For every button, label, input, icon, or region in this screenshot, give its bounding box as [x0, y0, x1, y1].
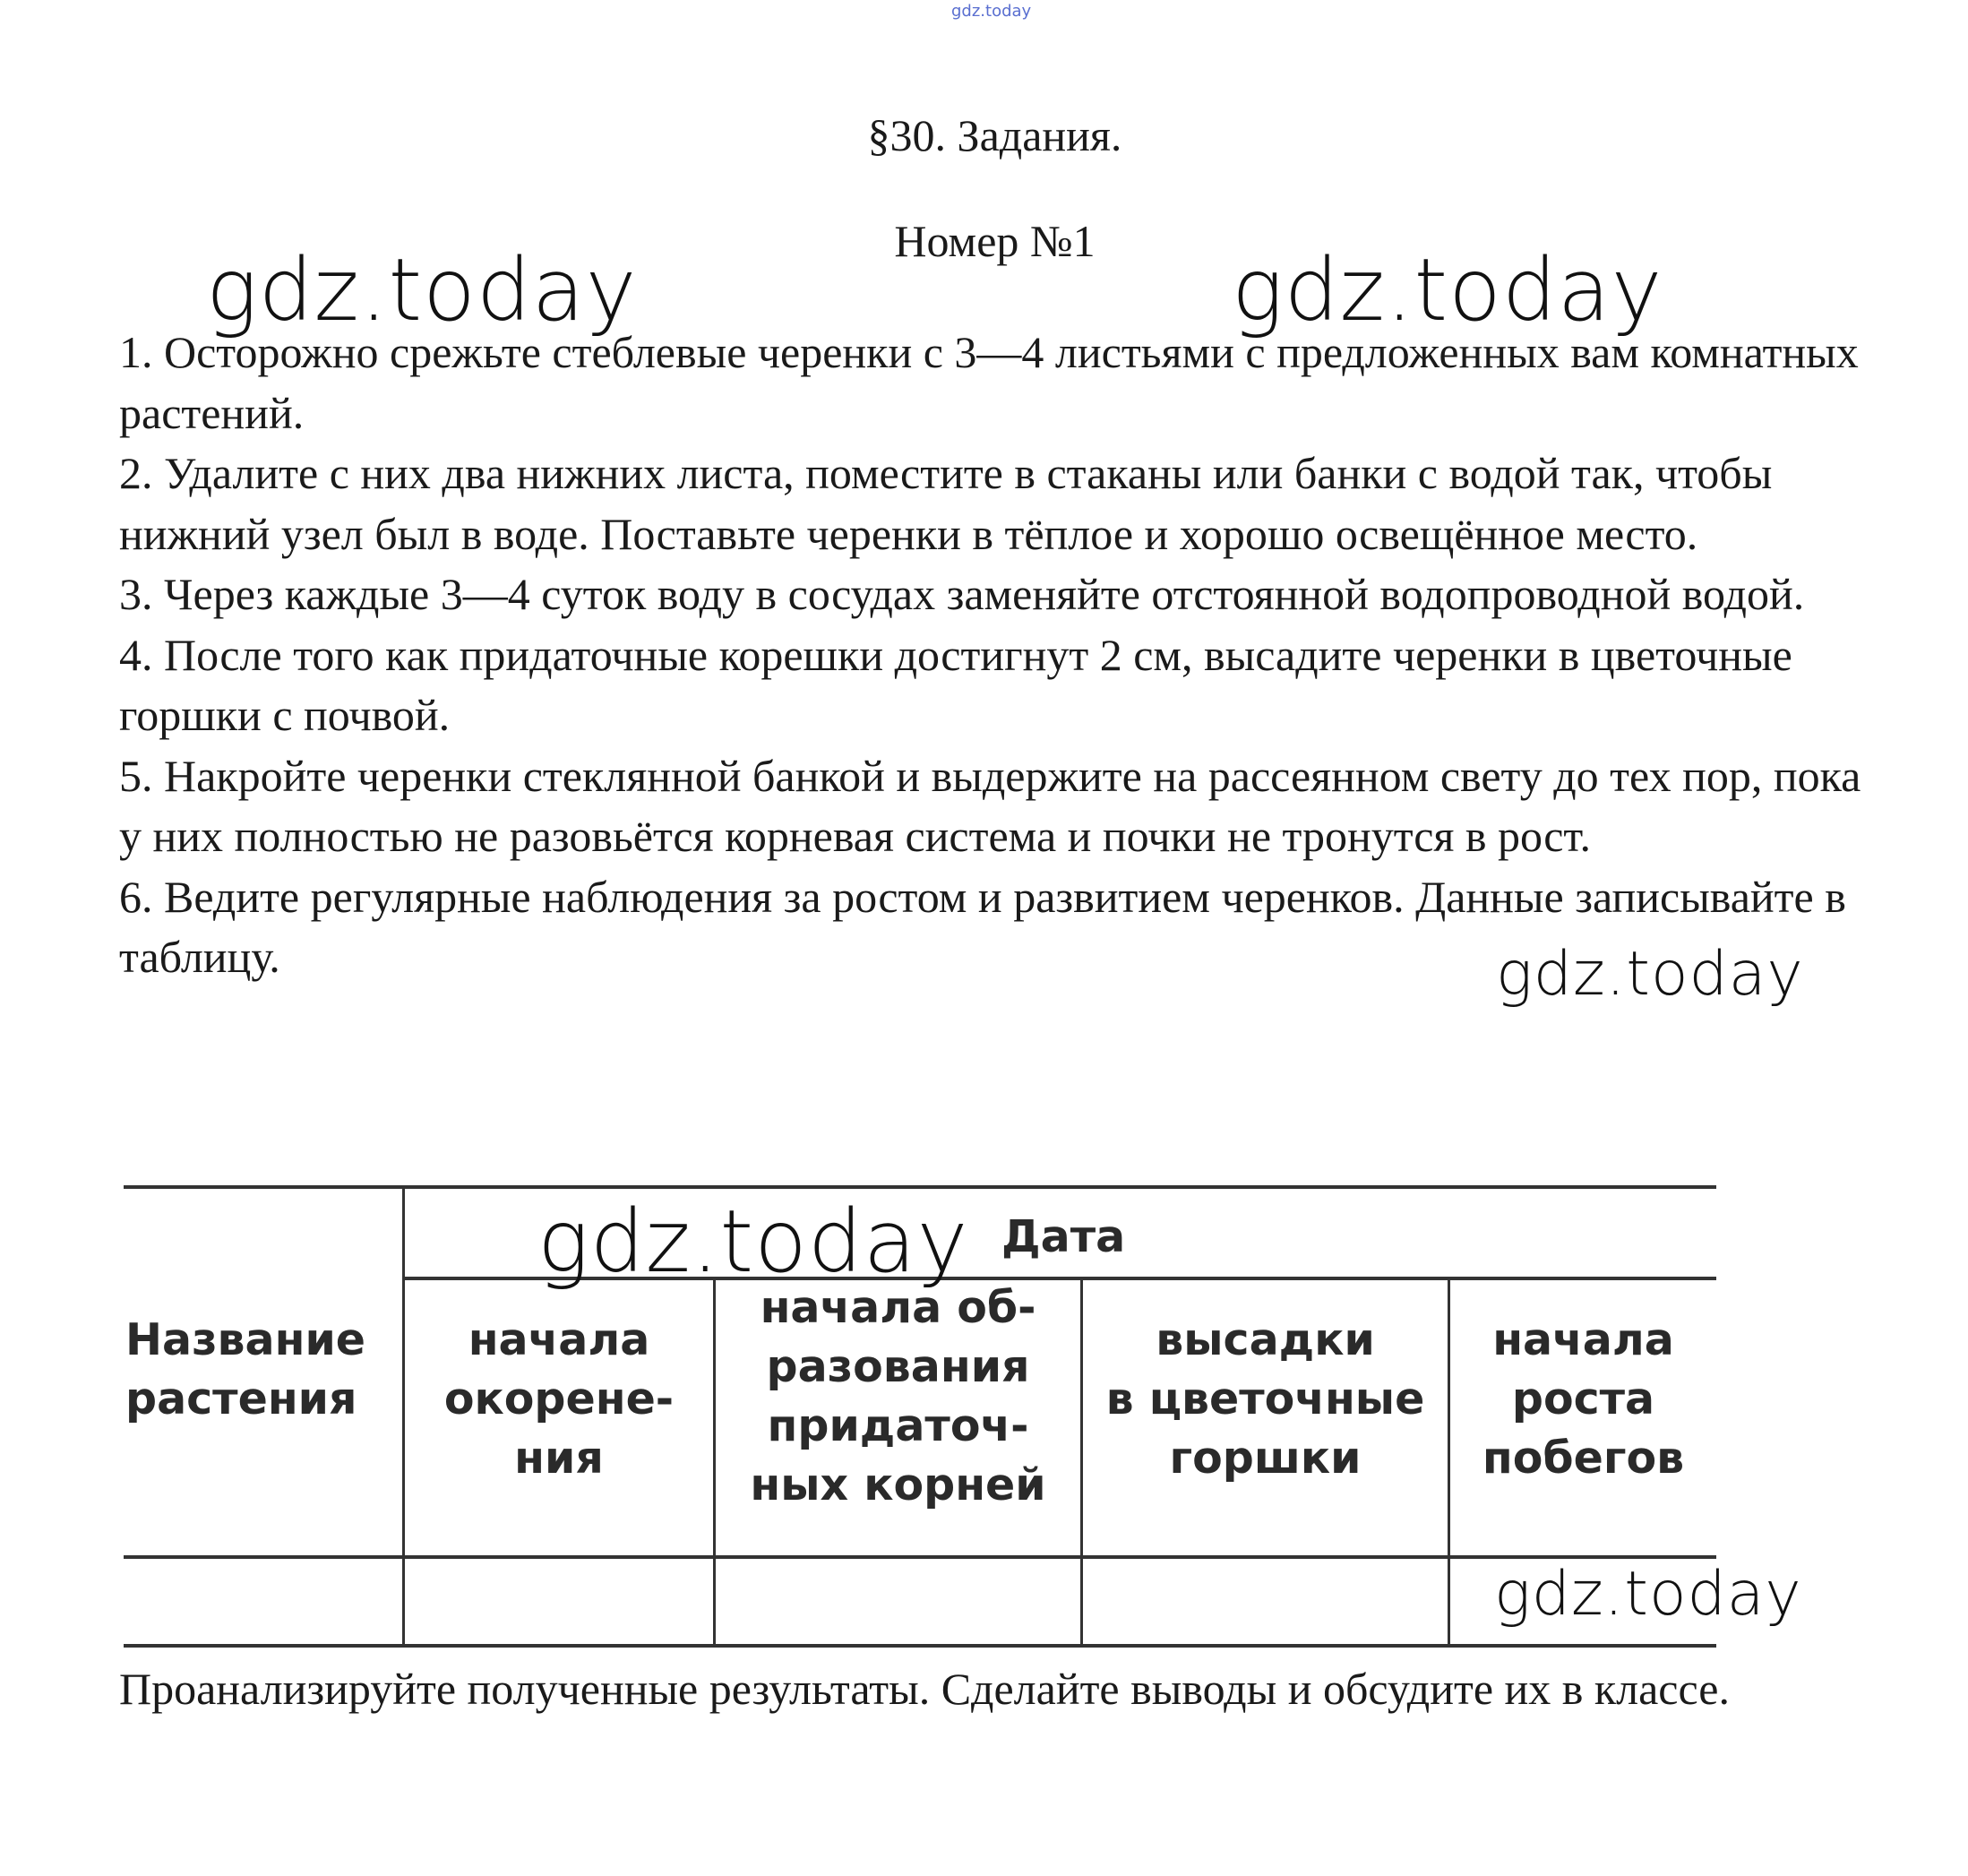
instruction-item: 6. Ведите регулярные наблюдения за ростом и развитием черенков. Данные записывайте в таблицу. — [119, 871, 1846, 982]
instruction-item: 4. После того как придаточные корешки достигнут 2 см, высадите черенки в цветочные горшки с почвой. — [119, 629, 1792, 740]
planting-header: высадки в цветочные горшки — [1105, 1314, 1425, 1484]
adventitious-roots-header: начала об- разования придаточ- ных корней — [750, 1282, 1046, 1510]
instruction-item: 2. Удалите с них два нижних листа, поместите в стаканы или банки с водой так, чтобы нижний узел был в воде. Поставьте черенки в тёплое и хорошо освещённое место. — [119, 448, 1773, 559]
table-top-rule — [124, 1185, 1716, 1189]
watermark: gdz.today — [206, 240, 638, 340]
date-header: Дата — [1001, 1211, 1126, 1262]
table-cell[interactable] — [405, 1559, 713, 1644]
table-cell[interactable] — [716, 1559, 1080, 1644]
instruction-item: 5. Накройте черенки стеклянной банкой и выдержите на рассеянном свету до тех пор, пока у них полностью не разовьётся корневая система и почки не тронутся в рост. — [119, 750, 1861, 861]
table-row — [124, 1559, 1716, 1644]
watermark: gdz.today — [537, 1192, 969, 1292]
instruction-item: 3. Через каждые 3—4 суток воду в сосудах заменяйте отстоянной водопроводной водой. — [119, 569, 1805, 619]
task-number: Номер №1 — [894, 216, 1096, 266]
instruction-item: 1. Осторожно срежьте стеблевые черенки с 3—4 листьями с предложенных вам комнатных растений. — [119, 327, 1859, 438]
plant-name-header: Название растения — [125, 1314, 366, 1424]
instructions-list — [119, 323, 1866, 988]
watermark: gdz.today — [1232, 240, 1663, 340]
conclusion-text: Проанализируйте полученные результаты. Сделайте выводы и обсудите их в классе. — [119, 1664, 1730, 1714]
table-bottom-rule — [124, 1644, 1716, 1648]
watermark: gdz.today — [1496, 939, 1804, 1010]
rooting-start-header: начала окорене- ния — [443, 1314, 675, 1484]
table-cell[interactable] — [124, 1559, 402, 1644]
site-mark: gdz.today — [951, 2, 1032, 21]
page-title: §30. Задания. — [867, 110, 1122, 160]
shoot-growth-header: начала роста побегов — [1482, 1314, 1685, 1484]
watermark: gdz.today — [1494, 1559, 1802, 1630]
table-cell[interactable] — [1083, 1559, 1448, 1644]
